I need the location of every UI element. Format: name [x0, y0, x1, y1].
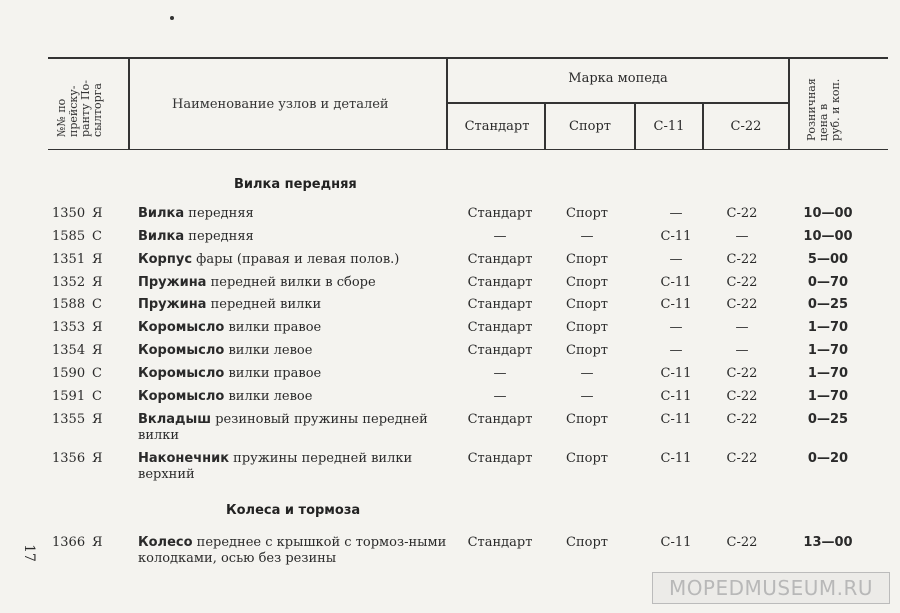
retail-price: 1—70 — [807, 343, 849, 358]
model-c11: — — [669, 206, 683, 221]
part-name-keyword: Коромысло — [138, 343, 225, 358]
model-standart: Стандарт — [467, 451, 533, 466]
watermark-logo: MOPEDMUSEUM.RU — [652, 572, 890, 604]
part-number: 1588 — [52, 297, 86, 312]
source-letter: С — [92, 389, 102, 404]
part-number: 1356 — [52, 451, 86, 466]
part-name-rest: вилки правое — [224, 366, 322, 381]
model-c22: С-22 — [726, 451, 758, 466]
part-name-keyword: Корпус — [138, 252, 193, 267]
model-c11: С-11 — [660, 275, 692, 290]
part-number: 1366 — [52, 535, 86, 550]
retail-price: 1—70 — [807, 320, 849, 335]
model-standart: — — [493, 389, 507, 404]
part-name — [138, 451, 448, 483]
part-name-keyword: Вилка — [138, 229, 185, 244]
section-title: Вилка передняя — [234, 177, 357, 192]
model-c22: С-22 — [726, 206, 758, 221]
part-name — [138, 412, 448, 444]
part-name-keyword: Пружина — [138, 275, 207, 290]
model-c22: — — [735, 229, 749, 244]
model-sport: — — [580, 366, 594, 381]
sub-header-sport: Спорт — [569, 119, 611, 134]
sub-header-standart: Стандарт — [464, 119, 530, 134]
source-letter: С — [92, 297, 102, 312]
source-letter: Я — [92, 535, 103, 550]
retail-price: 1—70 — [807, 389, 849, 404]
model-c22: С-22 — [726, 535, 758, 550]
model-sport: — — [580, 229, 594, 244]
source-letter: Я — [92, 320, 103, 335]
part-name-rest: вилки левое — [224, 343, 313, 358]
model-sport: Спорт — [566, 320, 608, 335]
model-c11: — — [669, 320, 683, 335]
source-letter: Я — [92, 343, 103, 358]
part-name-keyword: Вилка — [138, 206, 185, 221]
model-c11: С-11 — [660, 389, 692, 404]
part-name — [138, 297, 448, 313]
part-name — [138, 535, 448, 567]
part-number: 1351 — [52, 252, 86, 267]
retail-price: 10—00 — [803, 206, 853, 221]
part-name-rest: передней вилки — [206, 297, 322, 312]
part-name-keyword: Коромысло — [138, 389, 225, 404]
header-divider — [788, 57, 790, 150]
model-c22: — — [735, 320, 749, 335]
model-sport: Спорт — [566, 297, 608, 312]
model-standart: Стандарт — [467, 412, 533, 427]
model-c11: С-11 — [660, 229, 692, 244]
marka-sub-rule — [448, 102, 788, 104]
source-letter: Я — [92, 206, 103, 221]
model-c22: — — [735, 343, 749, 358]
retail-price: 5—00 — [807, 252, 849, 267]
part-number: 1352 — [52, 275, 86, 290]
col-no-header: №№ по прейску- ранту По- сылторга — [55, 80, 104, 137]
source-letter: Я — [92, 412, 103, 427]
part-name-rest: резиновый пружины передней вилки — [138, 412, 428, 443]
part-name-rest: вилки правое — [224, 320, 322, 335]
model-standart: Стандарт — [467, 252, 533, 267]
source-letter: С — [92, 229, 102, 244]
sub-header-c11: С-11 — [653, 119, 685, 134]
model-c22: С-22 — [726, 412, 758, 427]
part-name-rest: вилки левое — [224, 389, 313, 404]
section-title: Колеса и тормоза — [226, 503, 361, 518]
page-number: 17 — [20, 544, 37, 562]
model-standart: Стандарт — [467, 297, 533, 312]
part-name-keyword: Наконечник — [138, 451, 230, 466]
retail-price: 0—25 — [807, 297, 849, 312]
part-number: 1585 — [52, 229, 86, 244]
part-name — [138, 275, 448, 291]
retail-price: 0—70 — [807, 275, 849, 290]
retail-price: 0—20 — [807, 451, 849, 466]
model-sport: Спорт — [566, 252, 608, 267]
source-letter: Я — [92, 252, 103, 267]
part-name-rest: переднее с крышкой с тормоз-ными колодками, осью без резины — [138, 535, 447, 566]
part-name — [138, 343, 448, 359]
part-number: 1355 — [52, 412, 86, 427]
col-name-header: Наименование узлов и деталей — [172, 97, 389, 112]
retail-price: 10—00 — [803, 229, 853, 244]
model-sport: Спорт — [566, 535, 608, 550]
part-number: 1591 — [52, 389, 86, 404]
model-sport: Спорт — [566, 451, 608, 466]
model-sport: — — [580, 389, 594, 404]
model-sport: Спорт — [566, 206, 608, 221]
model-sport: Спорт — [566, 275, 608, 290]
sub-header-c22: С-22 — [730, 119, 762, 134]
model-standart: — — [493, 366, 507, 381]
header-bottom-rule — [48, 149, 888, 151]
model-standart: Стандарт — [467, 320, 533, 335]
part-name-keyword: Колесо — [138, 535, 193, 550]
part-name — [138, 366, 448, 382]
header-divider — [128, 57, 130, 150]
part-name-rest: передняя — [184, 229, 254, 244]
model-standart: — — [493, 229, 507, 244]
col-price-header: Розничная цена в руб. и коп. — [805, 78, 842, 141]
part-number: 1350 — [52, 206, 86, 221]
part-name — [138, 206, 448, 222]
model-c22: С-22 — [726, 389, 758, 404]
part-name-rest: передняя — [184, 206, 254, 221]
model-c22: С-22 — [726, 366, 758, 381]
source-letter: Я — [92, 275, 103, 290]
source-letter: Я — [92, 451, 103, 466]
table-header — [48, 57, 888, 150]
part-name — [138, 320, 448, 336]
model-c11: С-11 — [660, 412, 692, 427]
model-c22: С-22 — [726, 297, 758, 312]
header-top-rule — [48, 57, 888, 59]
model-c11: С-11 — [660, 297, 692, 312]
model-c22: С-22 — [726, 275, 758, 290]
model-c11: — — [669, 343, 683, 358]
retail-price: 0—25 — [807, 412, 849, 427]
source-letter: С — [92, 366, 102, 381]
part-number: 1354 — [52, 343, 86, 358]
part-name-keyword: Вкладыш — [138, 412, 212, 427]
model-c11: С-11 — [660, 366, 692, 381]
part-name-keyword: Коромысло — [138, 366, 225, 381]
part-name — [138, 389, 448, 405]
part-name-rest: передней вилки в сборе — [206, 275, 376, 290]
part-number: 1590 — [52, 366, 86, 381]
model-standart: Стандарт — [467, 343, 533, 358]
retail-price: 13—00 — [803, 535, 853, 550]
model-sport: Спорт — [566, 343, 608, 358]
model-standart: Стандарт — [467, 275, 533, 290]
part-name-rest: фары (правая и левая полов.) — [192, 252, 400, 267]
model-c22: С-22 — [726, 252, 758, 267]
part-number: 1353 — [52, 320, 86, 335]
model-sport: Спорт — [566, 412, 608, 427]
model-standart: Стандарт — [467, 206, 533, 221]
part-name-keyword: Пружина — [138, 297, 207, 312]
model-c11: С-11 — [660, 451, 692, 466]
part-name-keyword: Коромысло — [138, 320, 225, 335]
model-c11: С-11 — [660, 535, 692, 550]
part-name — [138, 229, 448, 245]
part-name — [138, 252, 448, 268]
ink-dot — [170, 16, 174, 20]
model-c11: — — [669, 252, 683, 267]
model-standart: Стандарт — [467, 535, 533, 550]
retail-price: 1—70 — [807, 366, 849, 381]
part-name-rest: пружины передней вилки верхний — [138, 451, 413, 482]
col-marka-header: Марка мопеда — [568, 71, 668, 86]
